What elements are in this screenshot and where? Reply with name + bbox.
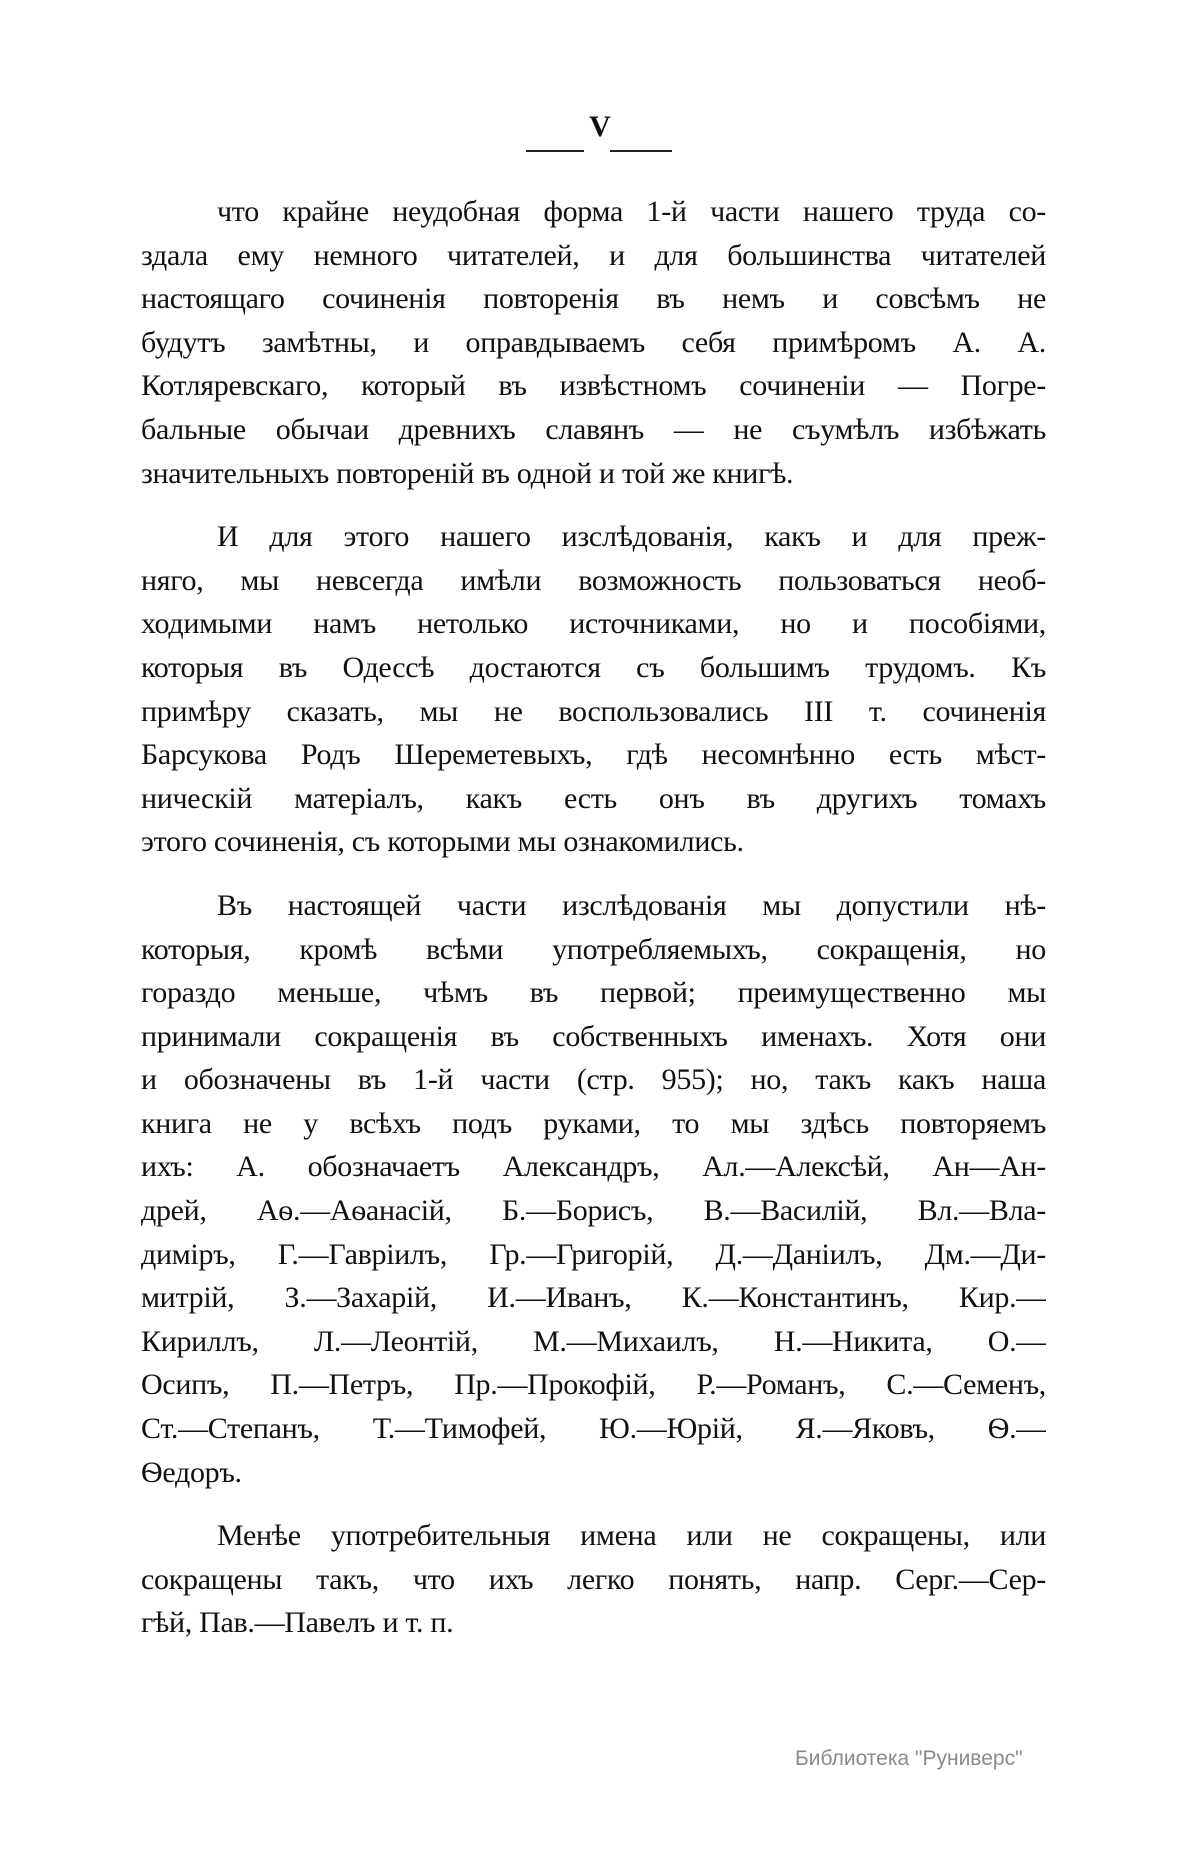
page-number: V	[589, 110, 611, 143]
paragraph	[141, 1514, 1046, 1645]
text-line: гораздо меньше, чѣмъ въ первой; преимущественно мы	[141, 976, 1046, 1010]
text-line: будутъ замѣтны, и оправдываемъ себя примѣромъ А. А.	[141, 325, 1046, 359]
text-line: которыя въ Одессѣ достаются съ большимъ трудомъ. Къ	[141, 650, 1046, 684]
text-line: что крайне неудобная форма 1-й части нашего труда со-	[217, 195, 1046, 228]
header-rule-right	[610, 150, 672, 152]
text-line: Осипъ, П.—Петръ, Пр.—Прокофій, Р.—Романъ, С.—Семенъ,	[141, 1368, 1046, 1402]
text-line: значительныхъ повтореній въ одной и той же книгѣ.	[141, 456, 794, 490]
text-line: которыя, кромѣ всѣми употребляемыхъ, сокращенія, но	[141, 932, 1046, 966]
paragraph	[141, 515, 1046, 864]
paragraph	[141, 884, 1046, 1494]
body-text	[141, 190, 1046, 1665]
library-watermark: Библиотека "Руниверс"	[795, 1747, 1023, 1770]
text-line: ническій матеріалъ, какъ есть онъ въ другихъ томахъ	[141, 781, 1046, 815]
text-line: И для этого нашего изслѣдованія, какъ и для преж-	[217, 520, 1046, 554]
text-line: диміръ, Г.—Гавріилъ, Гр.—Григорій, Д.—Даніилъ, Дм.—Ди-	[141, 1237, 1046, 1271]
text-line: няго, мы невсегда имѣли возможность пользоваться необ-	[141, 563, 1046, 597]
text-line: Ѳедоръ.	[141, 1455, 242, 1489]
text-line: примѣру сказать, мы не воспользовались III т. сочиненія	[141, 694, 1046, 728]
text-line: бальные обычаи древнихъ славянъ — не съумѣлъ избѣжать	[141, 412, 1046, 446]
text-line: здала ему немного читателей, и для большинства читателей	[141, 238, 1046, 272]
text-line: ходимыми намъ нетолько источниками, но и пособіями,	[141, 607, 1046, 641]
text-line: книга не у всѣхъ подъ руками, то мы здѣсь повторяемъ	[141, 1106, 1046, 1140]
text-line: и обозначены въ 1-й части (стр. 955); но, такъ какъ наша	[141, 1063, 1046, 1097]
text-line: митрій, З.—Захарій, И.—Иванъ, К.—Константинъ, Кир.—	[141, 1281, 1046, 1315]
text-line: Барсукова Родъ Шереметевыхъ, гдѣ несомнѣнно есть мѣст-	[141, 738, 1046, 772]
text-line: сокращены такъ, что ихъ легко понять, напр. Серг.—Сер-	[141, 1562, 1046, 1596]
text-line: ихъ: А. обозначаетъ Александръ, Ал.—Алексѣй, Ан—Ан-	[141, 1150, 1046, 1184]
text-line: принимали сокращенія въ собственныхъ именахъ. Хотя они	[141, 1019, 1046, 1053]
text-line: Въ настоящей части изслѣдованія мы допустили нѣ-	[217, 888, 1046, 922]
paragraph	[141, 190, 1046, 495]
text-line: Кириллъ, Л.—Леонтій, М.—Михаилъ, Н.—Никита, О.—	[141, 1324, 1046, 1358]
text-line: дрей, Аѳ.—Аѳанасій, Б.—Борисъ, В.—Василій, Вл.—Вла-	[141, 1194, 1046, 1228]
text-line: этого сочиненія, съ которыми мы ознакомились.	[141, 825, 744, 859]
text-line: Ст.—Степанъ, Т.—Тимофей, Ю.—Юрій, Я.—Яковъ, Ѳ.—	[141, 1412, 1046, 1446]
text-line: гѣй, Пав.—Павелъ и т. п.	[141, 1606, 454, 1640]
text-line: настоящаго сочиненія повторенія въ немъ и совсѣмъ не	[141, 282, 1046, 316]
header-rule-left	[526, 150, 584, 152]
text-line: Котляревскаго, который въ извѣстномъ сочиненіи — Погре-	[141, 369, 1046, 403]
text-line: Менѣе употребительныя имена или не сокращены, или	[217, 1519, 1046, 1553]
